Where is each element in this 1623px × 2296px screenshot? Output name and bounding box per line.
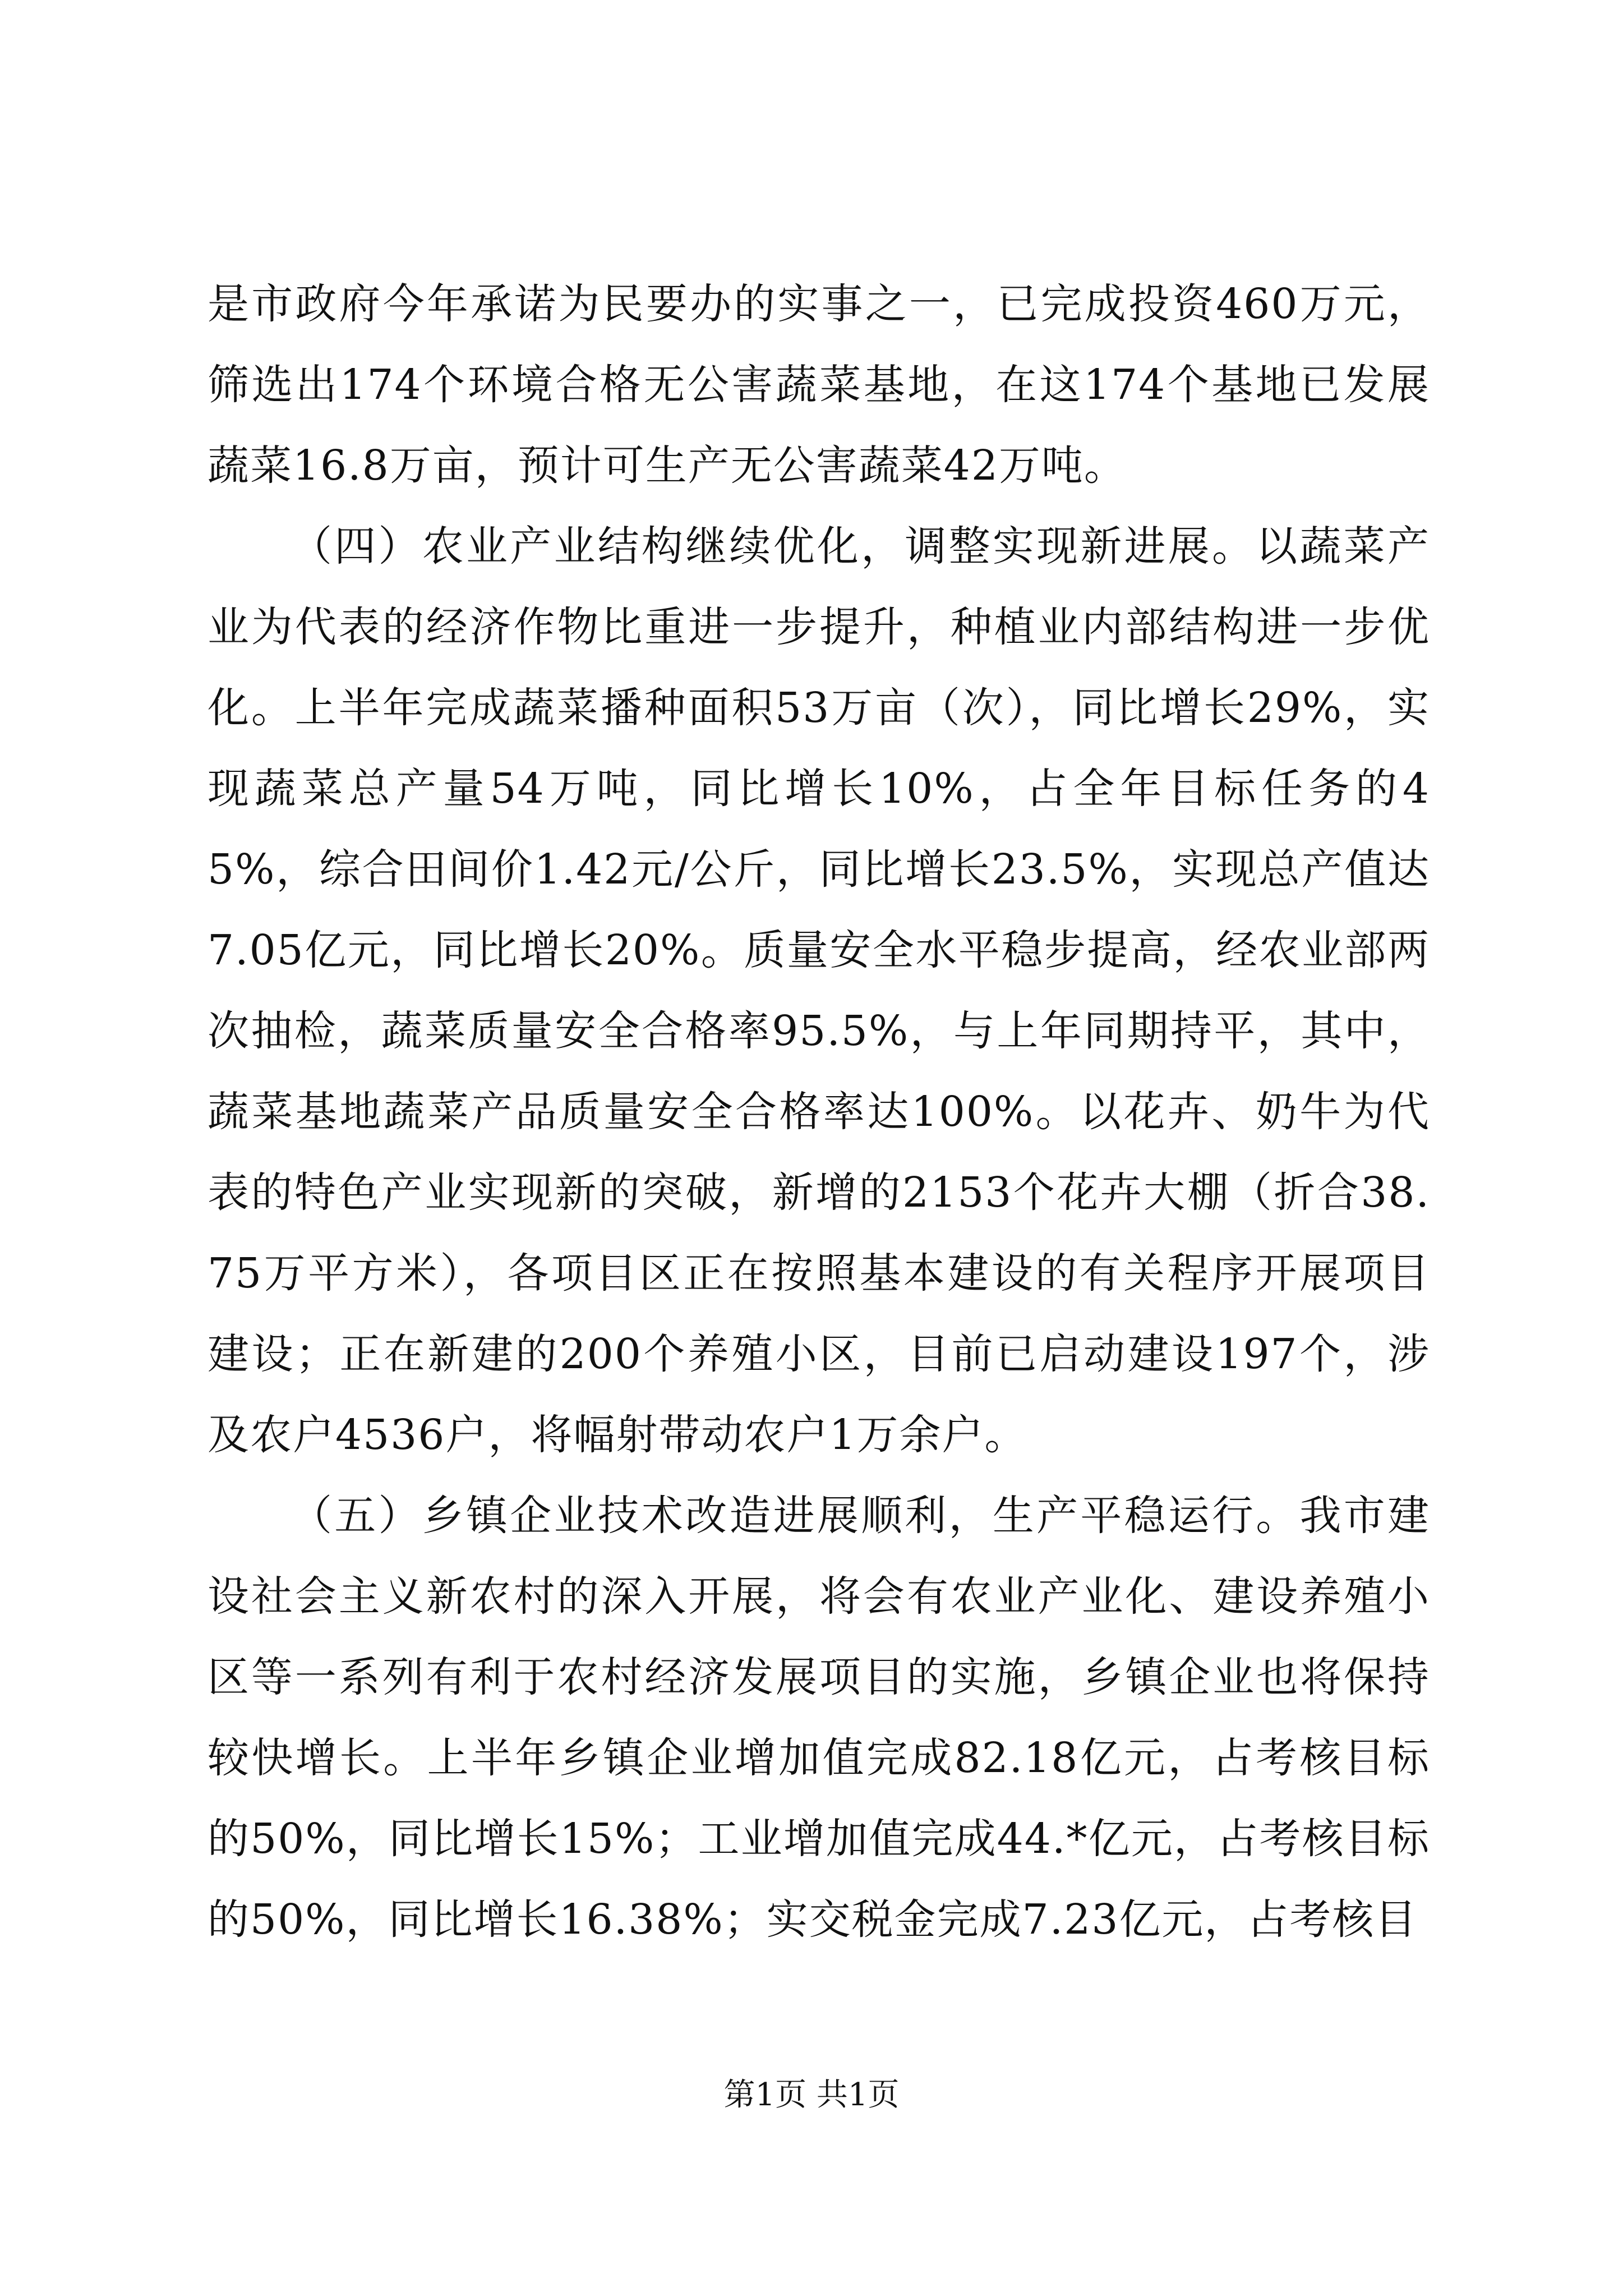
paragraph-continuation: 是市政府今年承诺为民要办的实事之一，已完成投资460万元，筛选出174个环境合格无公害蔬菜基地，在这174个基地已发展蔬菜16.8万亩，预计可生产无公害蔬菜42万吨。	[208, 280, 1430, 490]
paragraph-section-four: （四）农业产业结构继续优化，调整实现新进展。以蔬菜产业为代表的经济作物比重进一步提升，种植业内部结构进一步优化。上半年完成蔬菜播种面积53万亩（次），同比增长29%，实现蔬菜总产量54万吨，同比增长10%，占全年目标任务的45%，综合田间价1.42元/公斤，同比增长23.5%，实现总产值达7.05亿元，同比增长20%。质量安全水平稳步提高，经农业部两次抽检，蔬菜质量安全合格率95.5%，与上年同期持平，其中，蔬菜基地蔬菜产品质量安全合格率达100%。以花卉、奶牛为代表的特色产业实现新的突破，新增的2153个花卉大棚（折合38.75万平方米），各项目区正在按照基本建设的有关程序开展项目建设；正在新建的200个养殖小区，目前已启动建设197个，涉及农户4536户，将幅射带动农户1万余户。	[208, 522, 1430, 1459]
page-footer: 第1页 共1页	[723, 2077, 900, 2113]
paragraph-section-five: （五）乡镇企业技术改造进展顺利，生产平稳运行。我市建设社会主义新农村的深入开展，将会有农业产业化、建设养殖小区等一系列有利于农村经济发展项目的实施，乡镇企业也将保持较快增长。上半年乡镇企业增加值完成82.18亿元，占考核目标的50%，同比增长15%；工业增加值完成44.*亿元，占考核目标的50%，同比增长16.38%；实交税金完成7.23亿元，占考核目	[208, 1492, 1430, 1944]
document-body	[208, 264, 1430, 1960]
